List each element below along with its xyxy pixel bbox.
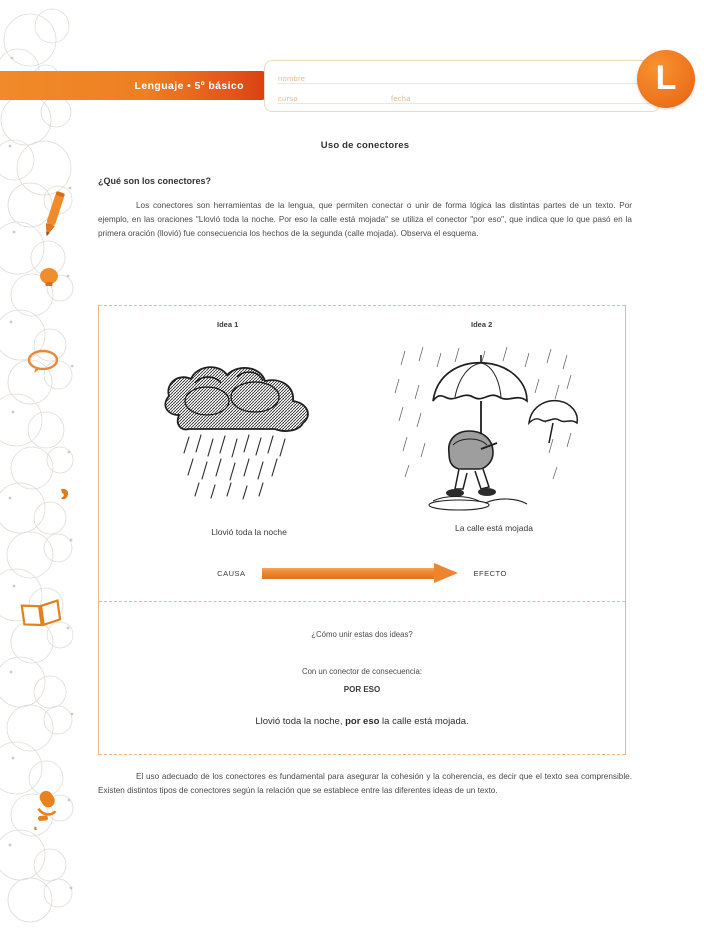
nombre-input-line[interactable]	[277, 83, 651, 84]
lightbulb-icon	[36, 264, 62, 290]
microphone-icon	[22, 790, 66, 830]
lenguaje-logo-badge	[637, 50, 695, 108]
connector-intro: Con un conector de consecuencia:	[301, 667, 423, 676]
nombre-label: nombre	[278, 74, 306, 83]
intro-paragraph: Los conectores son herramientas de la lengua, que permiten conectar o unir de forma lógica las distintas partes de un texto. Por ejemplo, en las oraciones "Llovió toda la noche. Por eso la calle está mojada" se utiliza el conector "por eso", que indica que lo que pasó en la primera oración (llovió) fue consecuencia los hechos de la segunda (calle mojada). Observa el esquema.	[98, 201, 632, 239]
join-question: ¿Cómo unir estas dos ideas?	[311, 630, 413, 639]
main-content	[98, 140, 632, 241]
result-part1: Llovió toda la noche,	[255, 716, 346, 727]
section-heading: ¿Qué son los conectores?	[98, 176, 212, 186]
connector-name: POR ESO	[343, 685, 381, 694]
result-sentence	[99, 716, 625, 727]
result-part2: la calle está mojada.	[379, 716, 469, 727]
logo-letter: L	[655, 58, 677, 97]
schema-divider-top	[99, 305, 625, 306]
subject-label: Lenguaje • 5º básico	[134, 79, 244, 92]
cause-effect-schema	[98, 305, 626, 755]
schema-divider-bottom	[99, 754, 625, 755]
schema-divider-mid	[99, 601, 625, 602]
idea1-caption: Llovió toda la noche	[211, 527, 287, 537]
curso-label: curso	[278, 94, 298, 103]
closing-paragraph: El uso adecuado de los conectores es fundamental para asegurar la cohesión y la coherencia, es decir que el texto sea comprensible. Existen distintos tipos de conectores según la relación que se establece entre las diferentes ideas de un texto.	[98, 772, 632, 796]
subject-header-bar	[0, 71, 266, 100]
pencil-icon	[40, 188, 66, 242]
idea2-label: Idea 2	[471, 320, 493, 329]
page-title: Uso de conectores	[320, 140, 410, 151]
efecto-label: EFECTO	[473, 568, 507, 578]
speech-bubble-icon	[26, 348, 60, 374]
quote-mark-icon	[58, 486, 72, 504]
right-arrow-icon	[262, 568, 458, 579]
umbrella-person-illustration	[389, 345, 589, 520]
decorative-margin	[0, 0, 92, 933]
open-book-icon	[20, 597, 62, 629]
fecha-input-line[interactable]	[277, 103, 651, 104]
idea1-label: Idea 1	[217, 320, 239, 329]
fecha-label: fecha	[391, 94, 411, 103]
causa-label: CAUSA	[217, 568, 246, 578]
student-info-box	[264, 60, 660, 112]
rain-cloud-illustration	[149, 353, 349, 518]
cause-effect-arrow-row	[99, 563, 625, 583]
result-connector: por eso	[345, 716, 380, 727]
idea2-caption: La calle está mojada	[455, 523, 533, 533]
